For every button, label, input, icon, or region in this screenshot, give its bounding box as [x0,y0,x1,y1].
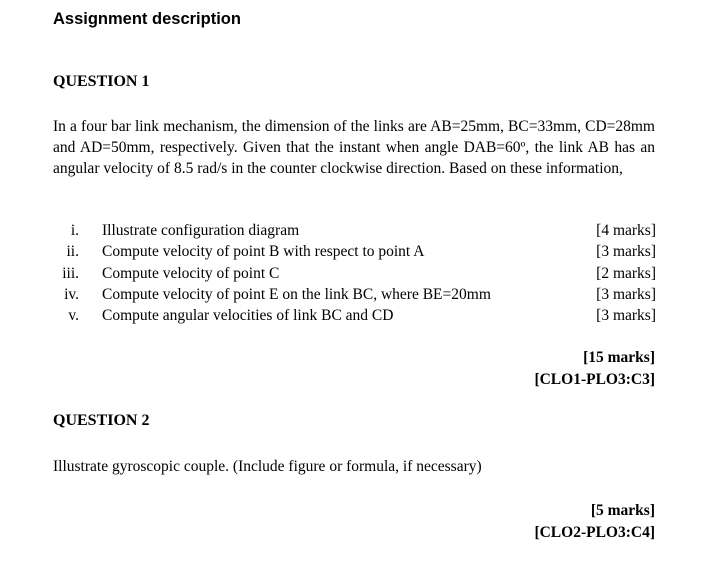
item-marks: [4 marks] [596,222,656,239]
question-1-total-marks: [15 marks] [583,349,655,366]
subquestion-item [53,284,656,305]
item-marks: [3 marks] [596,285,656,303]
item-number: v. [68,307,79,325]
item-number: iii. [62,264,79,282]
question-2-total-marks: [5 marks] [590,502,655,519]
item-marks: [2 marks] [596,264,656,282]
question-2-title: QUESTION 2 [53,412,150,429]
item-text: Illustrate configuration diagram [102,222,300,239]
item-text: Compute velocity of point E on the link BC, where BE=20mm [102,285,491,303]
subquestion-item [53,241,656,262]
subquestion-item [53,263,656,284]
item-marks: [3 marks] [596,307,656,325]
item-marks: [3 marks] [596,243,656,261]
item-text: Compute angular velocities of link BC and CD [102,307,394,325]
item-text: Compute velocity of point C [102,264,280,282]
question-2-clo: [CLO2-PLO3:C4] [534,524,655,541]
assignment-heading: Assignment description [53,10,241,28]
item-text: Compute velocity of point B with respect to point A [102,243,425,261]
item-number: ii. [66,243,79,261]
question-1-title: QUESTION 1 [53,73,150,90]
question-1-paragraph: In a four bar link mechanism, the dimension of the links are AB=25mm, BC=33mm, CD=28mm and AD=50mm, respectively. Given that the instant when angle DAB=60º, the link AB has an angular velocity of 8.5 rad/s in the counter clockwise direction. Based on these information, [53,118,655,177]
item-number: iv. [64,285,79,303]
question-1-subquestions [53,220,656,326]
question-1-clo: [CLO1-PLO3:C3] [534,371,655,388]
subquestion-item [53,220,656,241]
question-2-text: Illustrate gyroscopic couple. (Include figure or formula, if necessary) [53,458,482,475]
subquestion-item [53,305,656,326]
item-number: i. [70,222,79,239]
